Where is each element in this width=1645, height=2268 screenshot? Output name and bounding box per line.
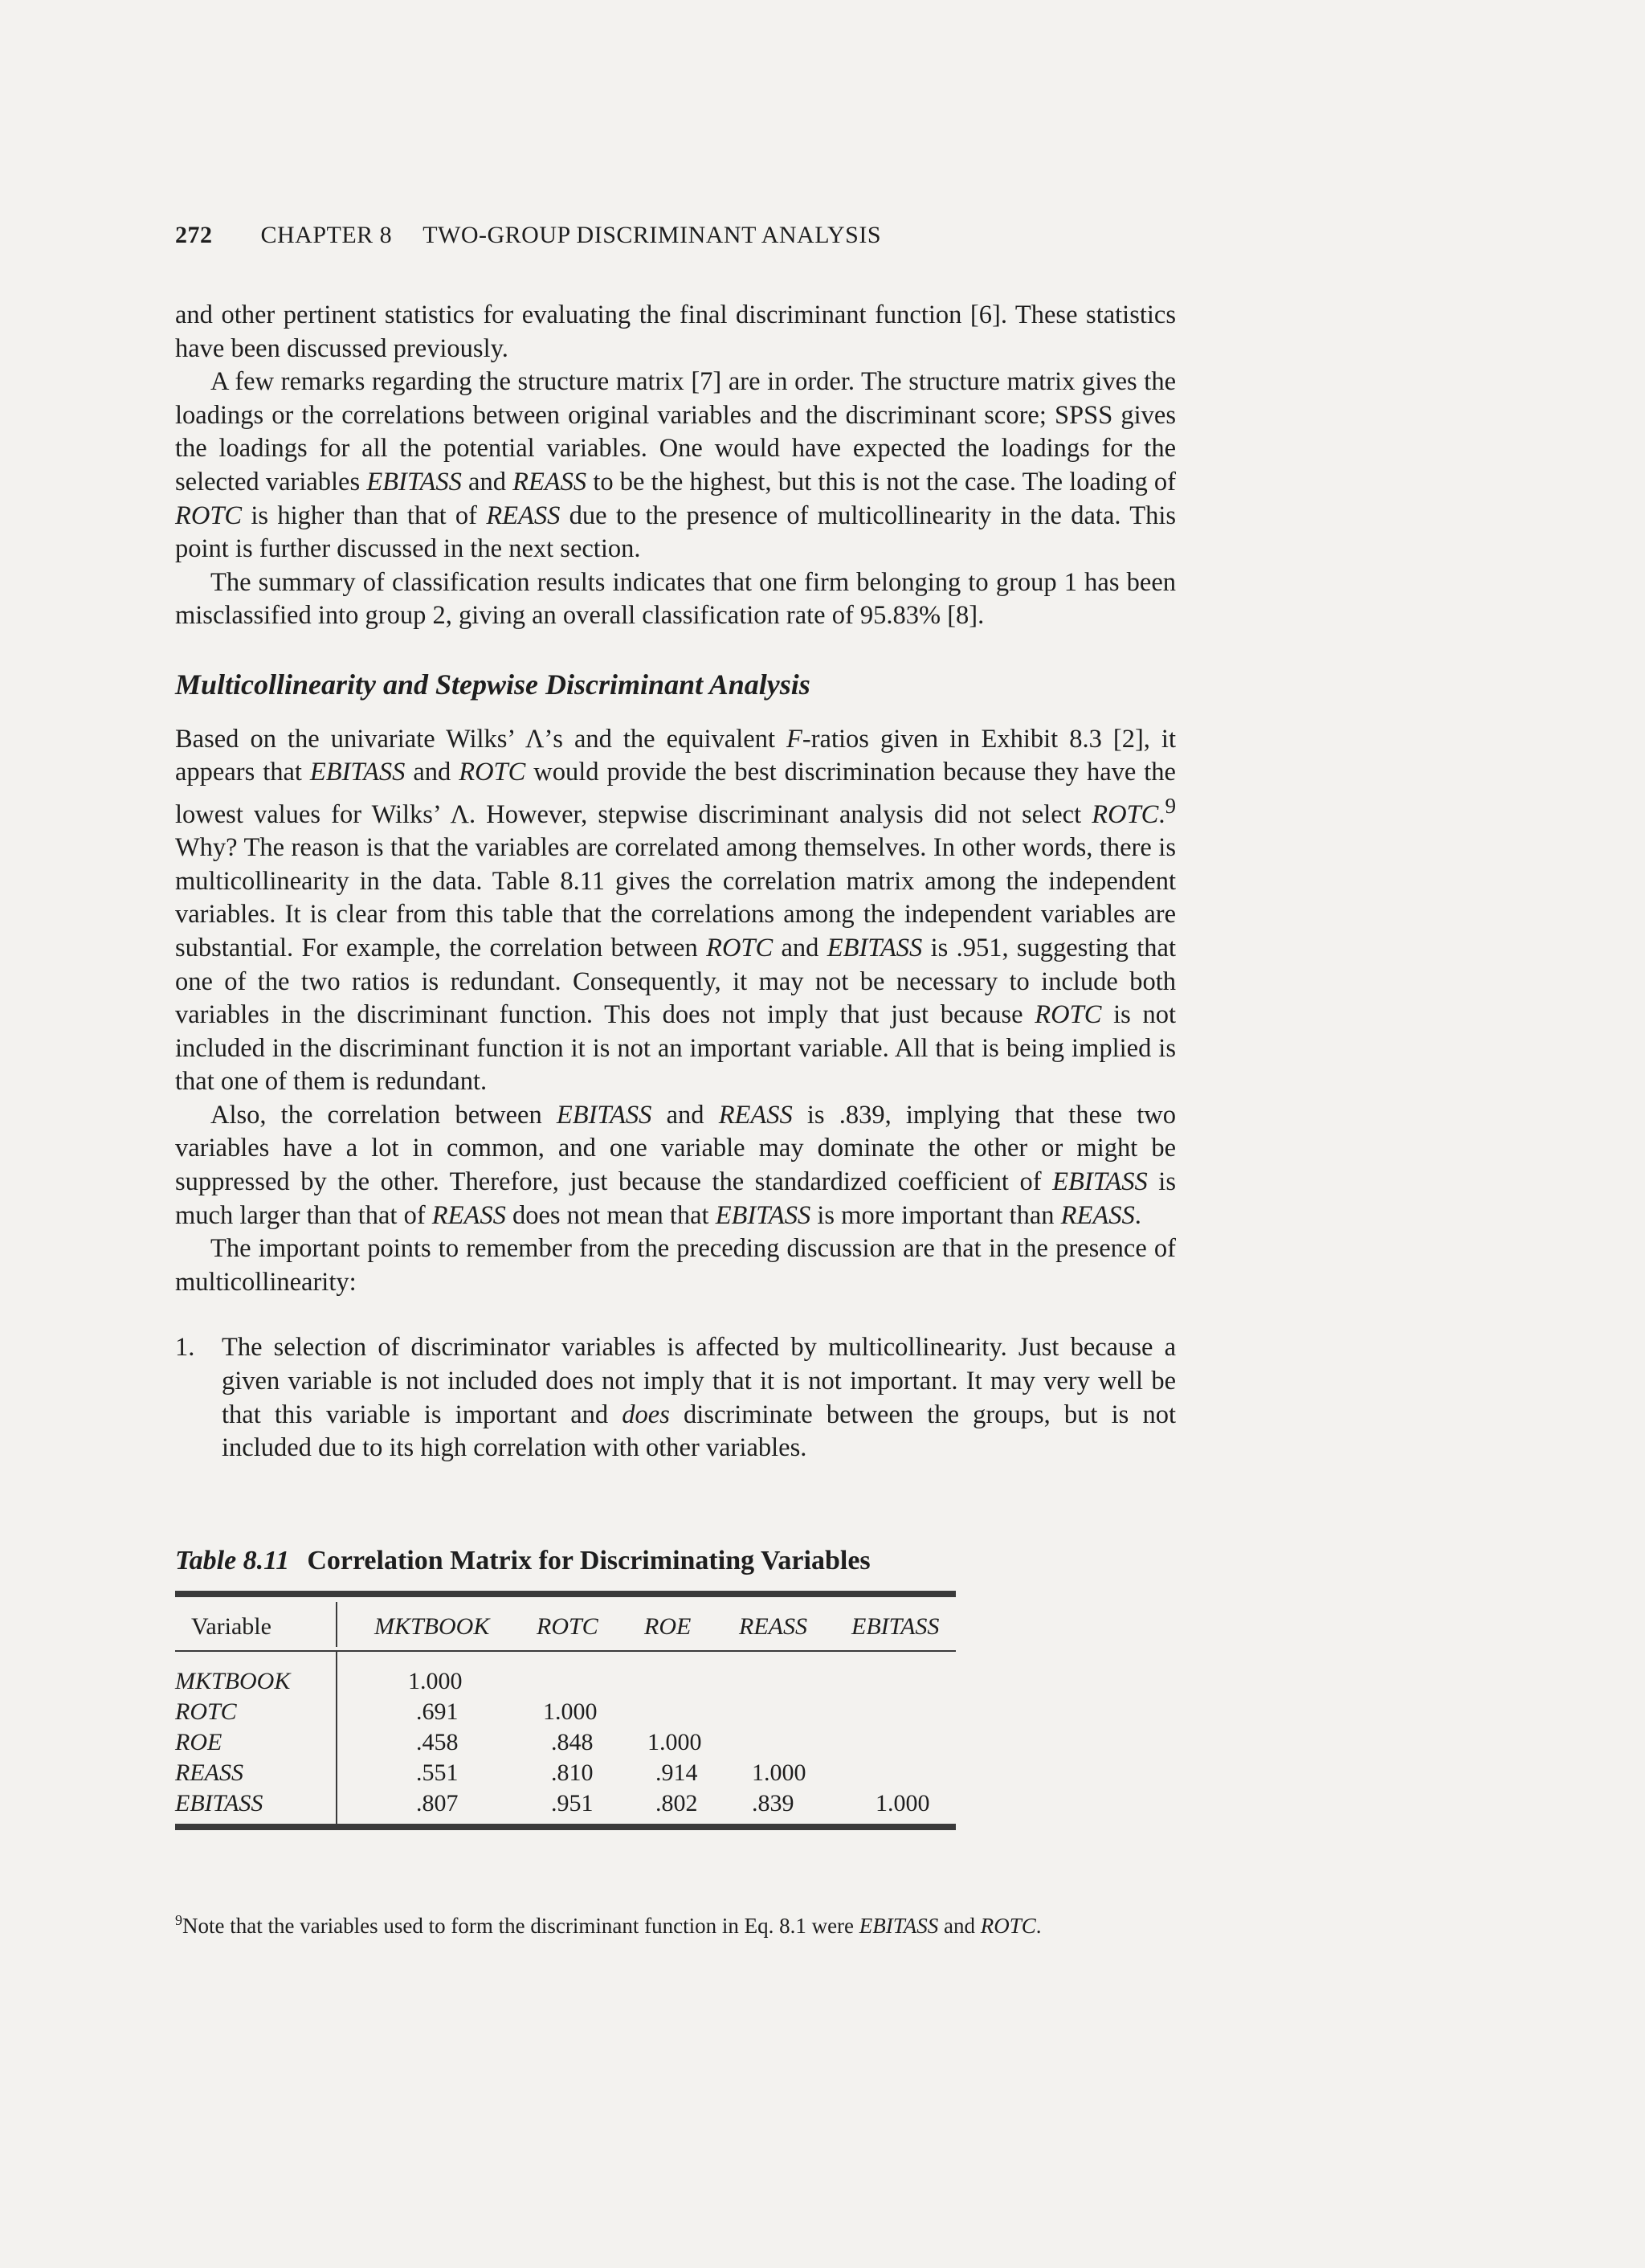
paragraph-3: The summary of classification results indicates that one firm belonging to group 1 has been misclassified into group 2, giving an overall classification rate of 95.83% [8]. [175,567,1176,631]
text-run: is higher than that of [242,501,487,530]
correlation-table [175,1591,956,1830]
table-cell: 1.000 [543,1698,598,1725]
variable-name: ROTC [459,758,526,787]
text-run: Note that the variables used to form the discriminant function in Eq. 8.1 were [182,1914,859,1938]
text-run: due to the presence of multicollinearity in the data. This point is further discussed in the next section. [175,501,1177,564]
text-run: and [405,758,459,787]
text-run: to be the highest, but this is not the case. The loading of [586,467,1176,497]
row-label: ROTC [175,1698,237,1725]
text-run: and [938,1914,981,1938]
variable-name: EBITASS [556,1100,652,1130]
table-cell: 1.000 [647,1729,702,1755]
variable-name: REASS [718,1100,793,1130]
row-label: MKTBOOK [175,1668,291,1694]
body-text [175,299,1176,1465]
table-cell: .810 [551,1759,594,1786]
running-header [175,222,881,249]
text-run: would provide the best discrimination because they have the lowest values for Wilks’ Λ. However, stepwise discriminant analysis did not select [175,758,1176,829]
footnote-number: 9 [175,1912,182,1928]
table-cell: .848 [551,1729,594,1755]
footnote-marker: 9 [1165,793,1176,818]
table-cell: .802 [655,1790,698,1816]
paragraph-1: and other pertinent statistics for evaluating the final discriminant function [6]. These statistics have been discussed previously. [175,300,1176,363]
variable-name: ROTC [1092,799,1159,829]
table-caption [175,1546,871,1576]
text-run: . [1158,799,1165,829]
table-row [175,1755,956,1785]
text-run: does not mean that [505,1200,716,1230]
table-header-row [175,1597,956,1650]
footnote [175,1912,1042,1939]
row-label: REASS [175,1759,243,1786]
text-run: . [1035,1914,1042,1938]
text-run: is .951, suggesting that one of the two ratios is redundant. Consequently, it may not be necessary to include both variables in the discriminant function. This does not imply that just because [175,933,1176,1030]
text-run: and [651,1100,719,1130]
text-run: is more important than [810,1200,1061,1230]
page-number: 272 [175,222,213,248]
table-body [175,1652,956,1824]
variable-name: EBITASS [309,758,406,787]
header-divider [336,1602,337,1647]
text-run: Why? The reason is that the variables are correlated among themselves. In other words, there is multicollinearity in the data. Table 8.11 gives the correlation matrix among the independent variables. It is clear from this table that the correlations among the independent variables are substantial. For example, the correlation between [175,833,1176,962]
table-top-rule [175,1591,956,1597]
text-run: . [1134,1200,1141,1230]
text-run: The selection of discriminator variables is affected by multicollinearity. Just because a given variable is not included does not imply that it is not important. It may very well be that this variable is important and [222,1333,1176,1429]
variable-name: REASS [431,1200,506,1230]
text-run: and [461,467,513,497]
table-cell: 1.000 [752,1759,806,1786]
table-cell: .951 [551,1790,594,1816]
paragraph-5 [175,1099,1176,1232]
table-row [175,1724,956,1755]
variable-name: REASS [512,467,587,497]
table-bottom-rule [175,1824,956,1830]
text-run: and [773,933,827,962]
row-label: ROE [175,1729,222,1755]
paragraph-4 [175,723,1176,1099]
table-row [175,1785,956,1816]
variable-name: EBITASS [827,933,923,962]
column-header: REASS [739,1613,807,1640]
chapter-title: TWO-GROUP DISCRIMINANT ANALYSIS [422,222,882,248]
text-run: is not included in the discriminant function it is not an important variable. All that is being implied is that one of them is redundant. [175,1000,1176,1097]
column-header: ROE [644,1613,692,1640]
variable-name: EBITASS [1052,1167,1148,1197]
variable-name: EBITASS [859,1914,939,1938]
emphasis: does [622,1400,670,1429]
table-cell: .839 [752,1790,794,1816]
list-number: 1. [175,1333,195,1363]
variable-name: F [786,724,802,754]
column-header: Variable [191,1613,271,1640]
column-header: EBITASS [851,1613,940,1640]
text-run: is much larger than that of [175,1167,1176,1230]
variable-name: REASS [486,501,561,530]
text-run: Based on the univariate Wilks’ Λ’s and the equivalent [175,724,787,754]
text-run: is .839, implying that these two variables have a lot in common, and one variable may dominate the other or might be suppressed by the other. Therefore, just because the standardized coefficient of [175,1100,1176,1197]
section-heading: Multicollinearity and Stepwise Discriminant Analysis [175,668,810,701]
row-label: EBITASS [175,1790,263,1816]
table-row [175,1694,956,1724]
column-header: MKTBOOK [374,1613,490,1640]
table-cell: 1.000 [876,1790,930,1816]
paragraph-6: The important points to remember from the preceding discussion are that in the presence of multicollinearity: [175,1234,1176,1297]
text-run: Also, the correlation between [210,1100,557,1130]
variable-name: REASS [1060,1200,1135,1230]
table-label: Table 8.11 [175,1546,290,1575]
table-cell: .551 [416,1759,459,1786]
paragraph-2 [175,366,1176,566]
text-run: discriminate between the groups, but is not included due to its high correlation with other variables. [222,1400,1176,1463]
chapter-label: CHAPTER 8 [260,222,393,248]
table-cell: .807 [416,1790,459,1816]
variable-name: ROTC [706,933,774,962]
text-run: -ratios given in Exhibit 8.3 [2], it appears that [175,724,1176,787]
variable-name: EBITASS [715,1200,811,1230]
variable-name: ROTC [1035,1000,1102,1030]
table-cell: 1.000 [408,1668,463,1694]
list-text [222,1331,1176,1465]
list-item [175,1331,1176,1465]
text-run: A few remarks regarding the structure matrix [7] are in order. The structure matrix gives the loadings or the correlations between original variables and the discriminant score; SPSS gives the loadings for all the potential variables. One would have expected the loadings for the selected variables [175,367,1176,497]
table-cell: .691 [416,1698,459,1725]
variable-name: EBITASS [366,467,462,497]
table-cell: .458 [416,1729,459,1755]
table-cell: .914 [655,1759,698,1786]
column-header: ROTC [537,1613,598,1640]
table-title: Correlation Matrix for Discriminating Variables [307,1546,871,1575]
variable-name: ROTC [980,1914,1036,1938]
table-row [175,1663,956,1694]
variable-name: ROTC [175,501,243,530]
